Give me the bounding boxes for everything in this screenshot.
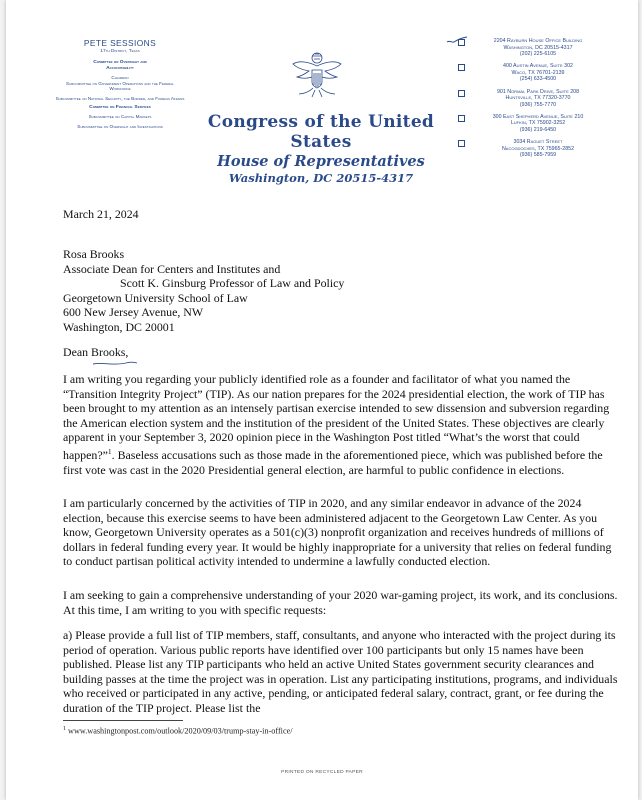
letterhead-center: [176, 112, 466, 185]
recipient-title-professor: Scott K. Ginsburg Professor of Law and Policy: [120, 276, 345, 291]
recipient-title: Associate Dean for Centers and Institutes and: [63, 261, 281, 276]
pen-underline-icon: [92, 359, 138, 367]
office-checkbox: [458, 90, 465, 97]
office-city-line: Washington, DC 20515-4317: [503, 44, 573, 51]
office-city-line: Huntsville, TX 77320-3770: [505, 95, 571, 102]
office-washington: [458, 38, 608, 58]
recipient-address-block: [63, 247, 623, 335]
footnote-url: www.washingtonpost.com/outlook/2020/09/03/trump-stay-in-office/: [66, 726, 293, 736]
recipient-name: Rosa Brooks: [63, 247, 125, 261]
recipient-organization: Georgetown University School of Law: [63, 290, 248, 305]
office-checkbox: [458, 115, 465, 122]
washington-address: Washington, DC 20515-4317: [228, 171, 414, 185]
committee-financial-services: Committee on Financial Services: [89, 105, 151, 111]
letter-page: [6, 0, 638, 800]
committee-oversight: Committee on Oversight and Accountability: [93, 60, 147, 71]
subcommittee-government-operations: Subcommittee on Government Operations and the Federal Workforce: [66, 80, 174, 92]
office-huntsville: [458, 89, 608, 109]
paragraph-1-text: I am writing you regarding your publicly identified role as a founder and facilitator of what you named the “Transition Integrity Project” (TIP). As our nation prepares for the 2024 presidential election, the work of TIP has been brought to my attention as an intensely partisan exercise intended to sew dissension and subversion regarding the American election system and the institution of the president of the United States. These objectives are clearly apparent in your September 3, 2020 opinion piece in the Washington Post titled “What’s the worst that could happen?”: [63, 372, 610, 462]
salutation: Dean Brooks,: [63, 345, 129, 359]
recycled-paper-note: PRINTED ON RECYCLED PAPER: [281, 770, 363, 775]
house-title: House of Representatives: [217, 153, 425, 170]
paragraph-1-text-continued: . Baseless accusations such as those made in the aforementioned piece, which was published before the first vote was cast in the 2020 Presidential general election, are harmful to public confidence in elections.: [63, 447, 603, 477]
office-phone: (936) 585-7959: [519, 152, 557, 159]
office-address-line: 400 Austin Avenue, Suite 302: [503, 63, 573, 70]
recipient-street: 600 New Jersey Avenue, NW: [63, 305, 204, 320]
office-phone: (202) 225-6105: [519, 51, 557, 58]
paragraph-3: I am seeking to gain a comprehensive understanding of your 2020 war-gaming project, its work, and its conclusions. At this time, I am writing to you with specific requests:: [63, 588, 618, 617]
office-phone: (254) 633-4500: [519, 76, 557, 83]
office-checkbox: [458, 140, 465, 147]
office-address-line: 2204 Rayburn House Office Building: [493, 38, 583, 44]
office-waco: [458, 63, 608, 83]
paragraph-2: I am particularly concerned by the activities of TIP in 2020, and any similar endeavor in advance of the 2024 election, because this exercise seems to have been administered adjacent to the Georgetown Law Center. As you know, Georgetown University operates as a 501(c)(3) nonprofit organization and receives hundreds of millions of dollars in federal funding every year. It would be highly inappropriate for a university that relies on federal funding to conduct partisan political activity intended to undermine a lawfully conducted election.: [63, 496, 612, 569]
subcommittee-national-security: Subcommittee on National Security, the Border, and Foreign Affairs: [55, 95, 185, 101]
office-address-line: 901 Normal Park Drive, Suite 208: [496, 88, 580, 95]
office-address-line: 300 East Shepherd Avenue, Suite 210: [492, 113, 584, 120]
congress-title: Congress of the United States: [207, 112, 435, 152]
office-city-line: Nacogdoches, TX 75965-2852: [501, 145, 575, 152]
footnote-divider: [63, 720, 183, 721]
office-phone: (936) 755-7770: [519, 101, 557, 108]
footnote: [63, 726, 293, 736]
office-nacogdoches: [458, 139, 608, 159]
office-address-line: 3034 Raguet Street: [513, 139, 563, 146]
subcommittee-capital-markets: Subcommittee on Capital Markets: [88, 114, 152, 120]
footnote-number: 1: [63, 726, 66, 732]
paragraph-4: a) Please provide a full list of TIP members, staff, consultants, and anyone who interacted with the project during its period of operation. Various public reports have identified over 100 participants but only 15 names have been published. Please list any TIP participants who held an active United States government security clearances and building passes at the time the project was in operation. List any participating institutions, programs, and individuals who received or participated in any active, pending, or anticipated federal salary, contract, grant, or fee during the duration of the TIP project. Please list the: [63, 628, 618, 715]
office-city-line: Lufkin, TX 75902-3252: [510, 120, 566, 127]
office-city-line: Waco, TX 76701-2139: [511, 69, 565, 76]
footnote-reference: 1: [107, 446, 112, 456]
check-mark-icon: [446, 36, 468, 46]
chairman-label: Chairman: [111, 75, 129, 80]
office-phone: (936) 219-6450: [519, 127, 557, 134]
paragraph-1: [63, 372, 623, 477]
eagle-seal-icon: [291, 50, 343, 100]
member-name: PETE SESSIONS: [83, 38, 157, 48]
letterhead-offices: [458, 38, 608, 164]
district: 17th District, Texas: [100, 49, 140, 54]
recipient-city: Washington, DC 20001: [63, 319, 175, 334]
letter-date: March 21, 2024: [63, 207, 139, 221]
subcommittee-oversight-investigations: Subcommittee on Oversight and Investigations: [77, 123, 163, 129]
office-checkbox: [458, 64, 465, 71]
office-lufkin: [458, 114, 608, 134]
